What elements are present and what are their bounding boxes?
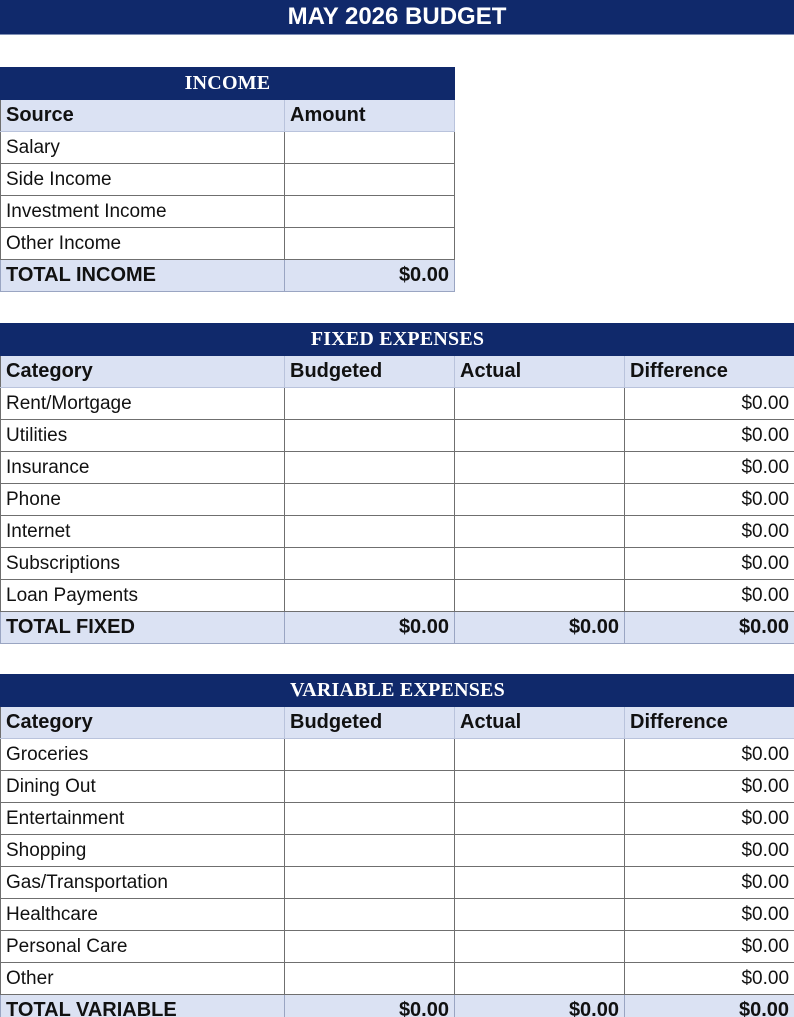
category-cell: Entertainment [1, 803, 285, 835]
income-amount-cell[interactable] [285, 228, 455, 260]
category-cell: Utilities [1, 420, 285, 452]
variable-section-header [1, 675, 794, 707]
actual-cell[interactable] [455, 963, 625, 995]
budgeted-cell[interactable] [285, 516, 455, 548]
category-cell: Insurance [1, 452, 285, 484]
difference-cell: $0.00 [625, 963, 794, 995]
income-amount-cell[interactable] [285, 132, 455, 164]
variable-expense-row [1, 835, 794, 867]
budgeted-cell[interactable] [285, 388, 455, 420]
actual-cell[interactable] [455, 420, 625, 452]
income-source-cell: Investment Income [1, 196, 285, 228]
difference-cell: $0.00 [625, 484, 794, 516]
total-fixed-actual: $0.00 [455, 612, 625, 644]
actual-cell[interactable] [455, 452, 625, 484]
difference-cell: $0.00 [625, 931, 794, 963]
income-row [1, 228, 455, 260]
income-source-cell: Other Income [1, 228, 285, 260]
actual-cell[interactable] [455, 388, 625, 420]
budgeted-cell[interactable] [285, 420, 455, 452]
category-cell: Groceries [1, 739, 285, 771]
fixed-expense-row [1, 388, 794, 420]
fixed-expense-row [1, 548, 794, 580]
column-header-actual: Actual [455, 356, 625, 388]
column-header-budgeted: Budgeted [285, 707, 455, 739]
actual-cell[interactable] [455, 516, 625, 548]
budgeted-cell[interactable] [285, 580, 455, 612]
variable-expense-row [1, 867, 794, 899]
category-cell: Gas/Transportation [1, 867, 285, 899]
difference-cell: $0.00 [625, 548, 794, 580]
difference-cell: $0.00 [625, 739, 794, 771]
variable-column-headers [1, 707, 794, 739]
total-fixed-budgeted: $0.00 [285, 612, 455, 644]
column-header-difference: Difference [625, 707, 794, 739]
variable-heading: VARIABLE EXPENSES [1, 675, 794, 707]
category-cell: Subscriptions [1, 548, 285, 580]
income-row [1, 164, 455, 196]
fixed-expense-row [1, 516, 794, 548]
income-table [0, 67, 455, 292]
category-cell: Personal Care [1, 931, 285, 963]
total-income-label: TOTAL INCOME [1, 260, 285, 292]
difference-cell: $0.00 [625, 803, 794, 835]
fixed-expense-row [1, 420, 794, 452]
income-section-header [1, 68, 455, 100]
fixed-column-headers [1, 356, 794, 388]
variable-expense-row [1, 931, 794, 963]
category-cell: Phone [1, 484, 285, 516]
category-cell: Healthcare [1, 899, 285, 931]
total-fixed-difference: $0.00 [625, 612, 794, 644]
variable-total-row [1, 995, 794, 1017]
total-variable-budgeted: $0.00 [285, 995, 455, 1017]
column-header-category: Category [1, 707, 285, 739]
budgeted-cell[interactable] [285, 867, 455, 899]
budgeted-cell[interactable] [285, 963, 455, 995]
fixed-expenses-table [0, 323, 794, 644]
total-fixed-label: TOTAL FIXED [1, 612, 285, 644]
column-header-amount: Amount [285, 100, 455, 132]
variable-expense-row [1, 771, 794, 803]
variable-expense-row [1, 739, 794, 771]
column-header-source: Source [1, 100, 285, 132]
income-source-cell: Salary [1, 132, 285, 164]
fixed-heading: FIXED EXPENSES [1, 324, 794, 356]
variable-expense-row [1, 803, 794, 835]
difference-cell: $0.00 [625, 452, 794, 484]
column-header-difference: Difference [625, 356, 794, 388]
column-header-category: Category [1, 356, 285, 388]
budgeted-cell[interactable] [285, 484, 455, 516]
total-variable-actual: $0.00 [455, 995, 625, 1017]
budgeted-cell[interactable] [285, 931, 455, 963]
income-source-cell: Side Income [1, 164, 285, 196]
category-cell: Rent/Mortgage [1, 388, 285, 420]
actual-cell[interactable] [455, 867, 625, 899]
fixed-expense-row [1, 580, 794, 612]
actual-cell[interactable] [455, 739, 625, 771]
category-cell: Internet [1, 516, 285, 548]
fixed-expense-row [1, 452, 794, 484]
difference-cell: $0.00 [625, 899, 794, 931]
difference-cell: $0.00 [625, 420, 794, 452]
income-column-headers [1, 100, 455, 132]
budgeted-cell[interactable] [285, 899, 455, 931]
difference-cell: $0.00 [625, 580, 794, 612]
difference-cell: $0.00 [625, 867, 794, 899]
actual-cell[interactable] [455, 548, 625, 580]
income-total-row [1, 260, 455, 292]
budgeted-cell[interactable] [285, 835, 455, 867]
difference-cell: $0.00 [625, 516, 794, 548]
income-row [1, 132, 455, 164]
budgeted-cell[interactable] [285, 452, 455, 484]
variable-expense-row [1, 899, 794, 931]
fixed-section-header [1, 324, 794, 356]
income-row [1, 196, 455, 228]
budgeted-cell[interactable] [285, 771, 455, 803]
actual-cell[interactable] [455, 835, 625, 867]
income-heading: INCOME [1, 68, 455, 100]
category-cell: Dining Out [1, 771, 285, 803]
actual-cell[interactable] [455, 484, 625, 516]
variable-expense-row [1, 963, 794, 995]
category-cell: Other [1, 963, 285, 995]
actual-cell[interactable] [455, 580, 625, 612]
page-title: MAY 2026 BUDGET [0, 0, 794, 35]
budgeted-cell[interactable] [285, 739, 455, 771]
budgeted-cell[interactable] [285, 803, 455, 835]
category-cell: Shopping [1, 835, 285, 867]
total-variable-difference: $0.00 [625, 995, 794, 1017]
column-header-actual: Actual [455, 707, 625, 739]
actual-cell[interactable] [455, 899, 625, 931]
actual-cell[interactable] [455, 771, 625, 803]
total-income-amount: $0.00 [285, 260, 455, 292]
variable-expenses-table [0, 674, 794, 1017]
actual-cell[interactable] [455, 803, 625, 835]
category-cell: Loan Payments [1, 580, 285, 612]
difference-cell: $0.00 [625, 835, 794, 867]
fixed-total-row [1, 612, 794, 644]
column-header-budgeted: Budgeted [285, 356, 455, 388]
total-variable-label: TOTAL VARIABLE [1, 995, 285, 1017]
difference-cell: $0.00 [625, 388, 794, 420]
difference-cell: $0.00 [625, 771, 794, 803]
income-amount-cell[interactable] [285, 196, 455, 228]
income-amount-cell[interactable] [285, 164, 455, 196]
actual-cell[interactable] [455, 931, 625, 963]
budgeted-cell[interactable] [285, 548, 455, 580]
fixed-expense-row [1, 484, 794, 516]
